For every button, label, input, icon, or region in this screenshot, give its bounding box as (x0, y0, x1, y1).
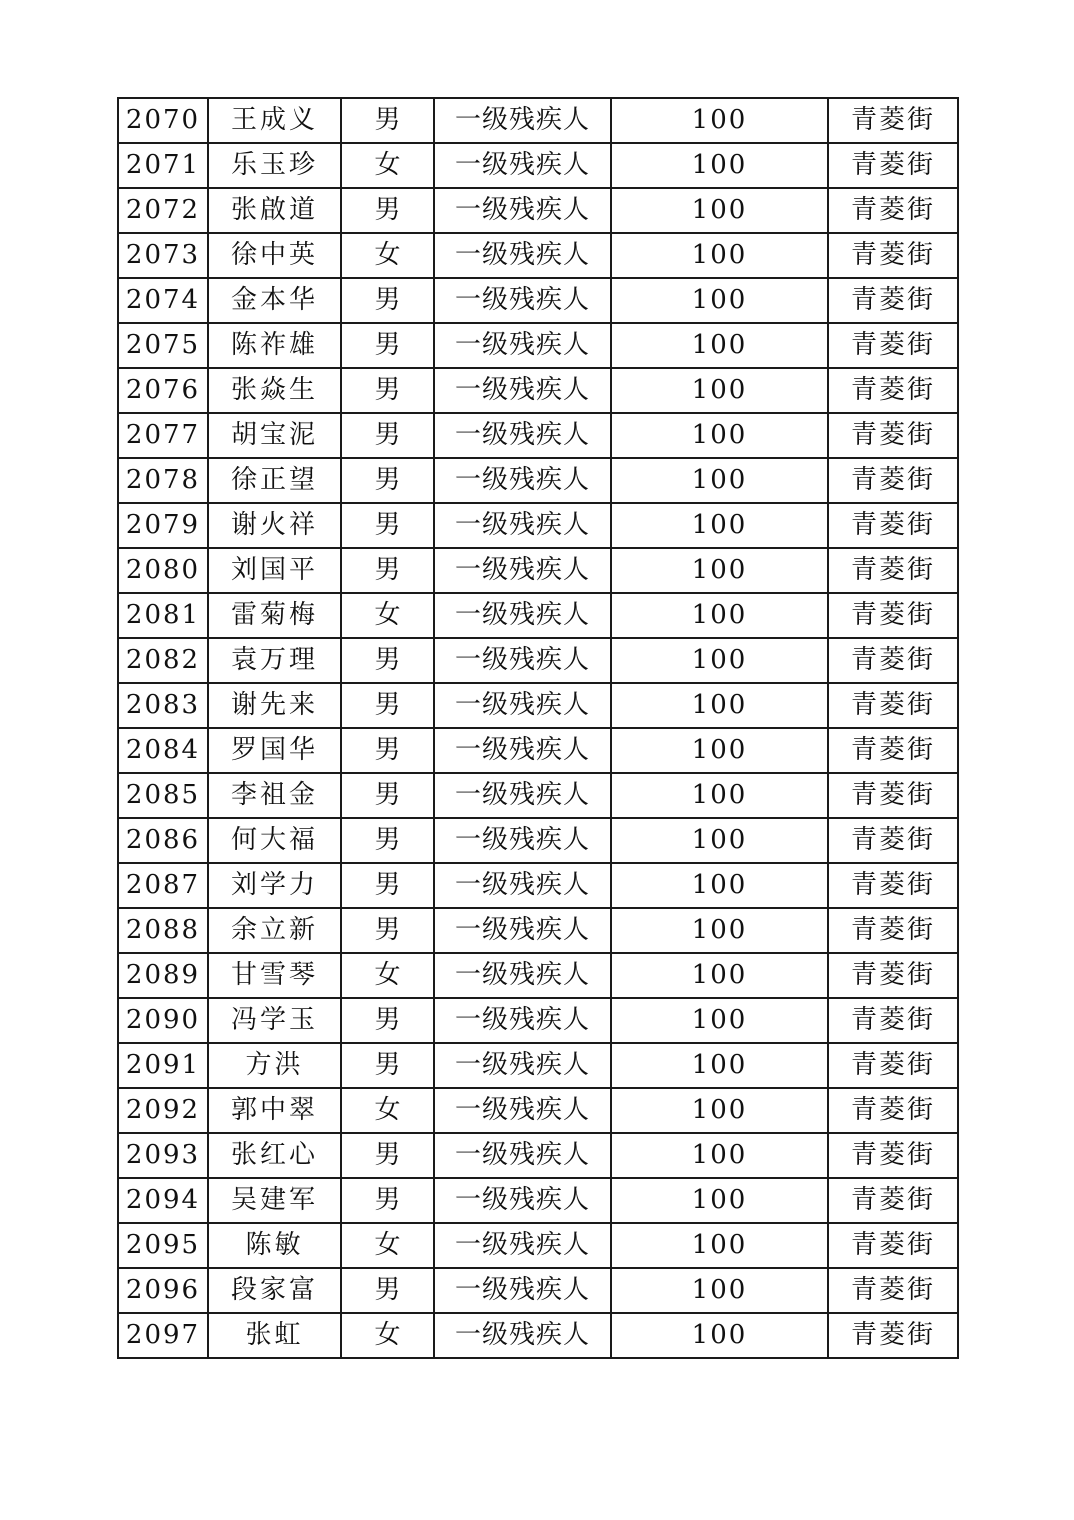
table-row (118, 323, 958, 368)
cell-gender: 女 (341, 1313, 434, 1358)
cell-name: 陈敏 (208, 1223, 341, 1268)
cell-name: 何大福 (208, 818, 341, 863)
cell-serial-number: 2081 (118, 593, 208, 638)
cell-amount: 100 (611, 368, 828, 413)
cell-gender: 男 (341, 98, 434, 143)
cell-gender: 女 (341, 233, 434, 278)
cell-disability-level: 一级残疾人 (434, 818, 611, 863)
cell-serial-number: 2084 (118, 728, 208, 773)
table-row (118, 908, 958, 953)
cell-gender: 男 (341, 323, 434, 368)
table-row (118, 998, 958, 1043)
cell-disability-level: 一级残疾人 (434, 1133, 611, 1178)
cell-name: 张啟道 (208, 188, 341, 233)
cell-name: 徐正望 (208, 458, 341, 503)
cell-name: 张焱生 (208, 368, 341, 413)
cell-disability-level: 一级残疾人 (434, 233, 611, 278)
cell-amount: 100 (611, 143, 828, 188)
table-row (118, 1313, 958, 1358)
cell-serial-number: 2094 (118, 1178, 208, 1223)
cell-name: 刘学力 (208, 863, 341, 908)
cell-gender: 男 (341, 728, 434, 773)
cell-amount: 100 (611, 188, 828, 233)
table-row (118, 233, 958, 278)
cell-amount: 100 (611, 458, 828, 503)
cell-name: 吴建军 (208, 1178, 341, 1223)
cell-name: 刘国平 (208, 548, 341, 593)
cell-gender: 男 (341, 278, 434, 323)
cell-disability-level: 一级残疾人 (434, 548, 611, 593)
table-row (118, 413, 958, 458)
cell-amount: 100 (611, 683, 828, 728)
cell-disability-level: 一级残疾人 (434, 683, 611, 728)
cell-street: 青菱街 (828, 323, 958, 368)
cell-gender: 男 (341, 1133, 434, 1178)
cell-serial-number: 2078 (118, 458, 208, 503)
cell-street: 青菱街 (828, 233, 958, 278)
cell-street: 青菱街 (828, 998, 958, 1043)
cell-disability-level: 一级残疾人 (434, 998, 611, 1043)
cell-street: 青菱街 (828, 1178, 958, 1223)
cell-name: 乐玉珍 (208, 143, 341, 188)
cell-name: 张虹 (208, 1313, 341, 1358)
table-row (118, 728, 958, 773)
cell-street: 青菱街 (828, 863, 958, 908)
cell-name: 罗国华 (208, 728, 341, 773)
cell-serial-number: 2092 (118, 1088, 208, 1133)
cell-street: 青菱街 (828, 1043, 958, 1088)
cell-disability-level: 一级残疾人 (434, 638, 611, 683)
cell-serial-number: 2083 (118, 683, 208, 728)
table-row (118, 143, 958, 188)
cell-serial-number: 2090 (118, 998, 208, 1043)
cell-gender: 女 (341, 1088, 434, 1133)
cell-street: 青菱街 (828, 503, 958, 548)
table-row (118, 1043, 958, 1088)
cell-amount: 100 (611, 638, 828, 683)
cell-serial-number: 2071 (118, 143, 208, 188)
cell-disability-level: 一级残疾人 (434, 458, 611, 503)
cell-gender: 女 (341, 953, 434, 998)
cell-name: 李祖金 (208, 773, 341, 818)
cell-name: 张红心 (208, 1133, 341, 1178)
cell-street: 青菱街 (828, 1268, 958, 1313)
table-row (118, 1268, 958, 1313)
cell-amount: 100 (611, 503, 828, 548)
cell-name: 余立新 (208, 908, 341, 953)
cell-name: 雷菊梅 (208, 593, 341, 638)
disability-roster-table (117, 97, 959, 1359)
cell-name: 段家富 (208, 1268, 341, 1313)
cell-gender: 女 (341, 1223, 434, 1268)
cell-serial-number: 2085 (118, 773, 208, 818)
cell-serial-number: 2074 (118, 278, 208, 323)
table-row (118, 1223, 958, 1268)
cell-gender: 男 (341, 1043, 434, 1088)
cell-street: 青菱街 (828, 818, 958, 863)
cell-street: 青菱街 (828, 548, 958, 593)
cell-serial-number: 2096 (118, 1268, 208, 1313)
table-row (118, 818, 958, 863)
table-row (118, 953, 958, 998)
table-row (118, 188, 958, 233)
cell-gender: 男 (341, 998, 434, 1043)
cell-disability-level: 一级残疾人 (434, 908, 611, 953)
cell-disability-level: 一级残疾人 (434, 1268, 611, 1313)
cell-amount: 100 (611, 98, 828, 143)
table-row (118, 368, 958, 413)
cell-gender: 男 (341, 503, 434, 548)
cell-gender: 男 (341, 188, 434, 233)
table-row (118, 863, 958, 908)
cell-amount: 100 (611, 818, 828, 863)
cell-serial-number: 2086 (118, 818, 208, 863)
cell-name: 王成义 (208, 98, 341, 143)
cell-street: 青菱街 (828, 1313, 958, 1358)
cell-disability-level: 一级残疾人 (434, 188, 611, 233)
cell-amount: 100 (611, 548, 828, 593)
cell-disability-level: 一级残疾人 (434, 323, 611, 368)
cell-serial-number: 2070 (118, 98, 208, 143)
cell-street: 青菱街 (828, 728, 958, 773)
table-row (118, 98, 958, 143)
cell-disability-level: 一级残疾人 (434, 863, 611, 908)
cell-disability-level: 一级残疾人 (434, 773, 611, 818)
cell-gender: 女 (341, 593, 434, 638)
cell-gender: 男 (341, 863, 434, 908)
cell-disability-level: 一级残疾人 (434, 503, 611, 548)
cell-serial-number: 2091 (118, 1043, 208, 1088)
cell-gender: 男 (341, 413, 434, 458)
cell-amount: 100 (611, 413, 828, 458)
cell-name: 金本华 (208, 278, 341, 323)
cell-amount: 100 (611, 233, 828, 278)
cell-street: 青菱街 (828, 773, 958, 818)
cell-street: 青菱街 (828, 368, 958, 413)
cell-street: 青菱街 (828, 908, 958, 953)
cell-gender: 男 (341, 638, 434, 683)
cell-serial-number: 2075 (118, 323, 208, 368)
cell-amount: 100 (611, 323, 828, 368)
cell-gender: 男 (341, 458, 434, 503)
cell-amount: 100 (611, 1223, 828, 1268)
cell-amount: 100 (611, 1268, 828, 1313)
table-row (118, 1088, 958, 1133)
cell-gender: 男 (341, 818, 434, 863)
table-row (118, 593, 958, 638)
cell-street: 青菱街 (828, 953, 958, 998)
cell-serial-number: 2077 (118, 413, 208, 458)
cell-street: 青菱街 (828, 98, 958, 143)
cell-disability-level: 一级残疾人 (434, 98, 611, 143)
cell-disability-level: 一级残疾人 (434, 143, 611, 188)
table-row (118, 503, 958, 548)
cell-serial-number: 2079 (118, 503, 208, 548)
table-row (118, 683, 958, 728)
cell-serial-number: 2097 (118, 1313, 208, 1358)
cell-name: 冯学玉 (208, 998, 341, 1043)
cell-name: 甘雪琴 (208, 953, 341, 998)
cell-disability-level: 一级残疾人 (434, 278, 611, 323)
table-row (118, 278, 958, 323)
cell-amount: 100 (611, 593, 828, 638)
cell-name: 胡宝泥 (208, 413, 341, 458)
cell-street: 青菱街 (828, 638, 958, 683)
table-row (118, 773, 958, 818)
cell-amount: 100 (611, 908, 828, 953)
table-row (118, 548, 958, 593)
cell-amount: 100 (611, 773, 828, 818)
cell-street: 青菱街 (828, 1223, 958, 1268)
cell-name: 袁万理 (208, 638, 341, 683)
cell-street: 青菱街 (828, 413, 958, 458)
cell-street: 青菱街 (828, 683, 958, 728)
cell-serial-number: 2082 (118, 638, 208, 683)
cell-amount: 100 (611, 863, 828, 908)
cell-serial-number: 2076 (118, 368, 208, 413)
table-row (118, 1133, 958, 1178)
cell-street: 青菱街 (828, 278, 958, 323)
table-body (118, 98, 958, 1358)
cell-disability-level: 一级残疾人 (434, 1088, 611, 1133)
cell-gender: 男 (341, 908, 434, 953)
cell-disability-level: 一级残疾人 (434, 1178, 611, 1223)
cell-amount: 100 (611, 728, 828, 773)
cell-serial-number: 2073 (118, 233, 208, 278)
cell-disability-level: 一级残疾人 (434, 1313, 611, 1358)
cell-street: 青菱街 (828, 458, 958, 503)
cell-serial-number: 2093 (118, 1133, 208, 1178)
cell-street: 青菱街 (828, 593, 958, 638)
cell-amount: 100 (611, 1133, 828, 1178)
cell-serial-number: 2095 (118, 1223, 208, 1268)
cell-serial-number: 2080 (118, 548, 208, 593)
cell-name: 郭中翠 (208, 1088, 341, 1133)
cell-gender: 女 (341, 143, 434, 188)
cell-serial-number: 2089 (118, 953, 208, 998)
cell-amount: 100 (611, 1313, 828, 1358)
cell-street: 青菱街 (828, 143, 958, 188)
cell-gender: 男 (341, 1178, 434, 1223)
cell-disability-level: 一级残疾人 (434, 953, 611, 998)
cell-gender: 男 (341, 1268, 434, 1313)
cell-disability-level: 一级残疾人 (434, 413, 611, 458)
cell-amount: 100 (611, 1088, 828, 1133)
table-row (118, 458, 958, 503)
cell-name: 徐中英 (208, 233, 341, 278)
table-row (118, 638, 958, 683)
cell-amount: 100 (611, 1178, 828, 1223)
cell-amount: 100 (611, 953, 828, 998)
cell-street: 青菱街 (828, 1133, 958, 1178)
table-row (118, 1178, 958, 1223)
cell-gender: 男 (341, 683, 434, 728)
cell-name: 谢火祥 (208, 503, 341, 548)
cell-amount: 100 (611, 278, 828, 323)
cell-gender: 男 (341, 773, 434, 818)
cell-disability-level: 一级残疾人 (434, 728, 611, 773)
cell-name: 陈祚雄 (208, 323, 341, 368)
cell-name: 谢先来 (208, 683, 341, 728)
cell-disability-level: 一级残疾人 (434, 1223, 611, 1268)
cell-name: 方洪 (208, 1043, 341, 1088)
cell-street: 青菱街 (828, 1088, 958, 1133)
cell-gender: 男 (341, 368, 434, 413)
cell-street: 青菱街 (828, 188, 958, 233)
cell-disability-level: 一级残疾人 (434, 1043, 611, 1088)
cell-gender: 男 (341, 548, 434, 593)
cell-disability-level: 一级残疾人 (434, 593, 611, 638)
cell-disability-level: 一级残疾人 (434, 368, 611, 413)
cell-serial-number: 2088 (118, 908, 208, 953)
cell-serial-number: 2072 (118, 188, 208, 233)
cell-amount: 100 (611, 1043, 828, 1088)
cell-amount: 100 (611, 998, 828, 1043)
cell-serial-number: 2087 (118, 863, 208, 908)
